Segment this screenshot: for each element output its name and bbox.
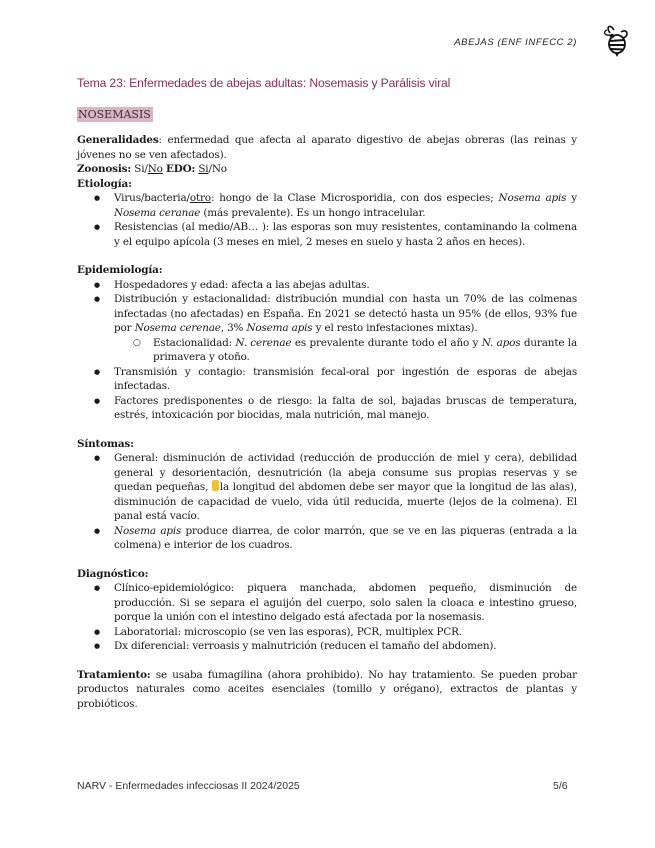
edo-selected: Si (198, 163, 209, 175)
pointer-cursor-icon (212, 480, 219, 491)
list-item: ● Dx diferencial: verroasis y malnutrición (reducen el tamaño del abdomen). (77, 639, 577, 654)
list-item-text: y (566, 192, 578, 204)
list-item: ● Factores predisponentes o de riesgo: la falta de sol, bajadas bruscas de temperatura, estrés, intoxicación por biocidas, mala nutrición, mal manejo. (77, 394, 577, 423)
edo-label: EDO: (165, 163, 196, 175)
tratamiento-paragraph (77, 668, 577, 712)
epidemiologia-heading (77, 263, 577, 278)
list-item-text: otro (189, 192, 211, 204)
species-name: Nosema apis (498, 192, 567, 204)
species-name: Nosema ceranae (114, 206, 201, 219)
page-title: Tema 23: Enfermedades de abejas adultas: Nosemasis y Parálisis viral (77, 76, 451, 90)
species-name: N. apos (481, 336, 521, 349)
list-item-text: Distribución y estacionalidad: distribución mundial con hasta un 70% de las colmenas infectadas (no afectadas) en España. En 2021 se detectó hasta un 95% (de ellos, 93% fue por (114, 293, 577, 334)
sintomas-heading (77, 437, 577, 452)
diagnostico-label: Diagnóstico: (77, 567, 149, 580)
epidemiologia-label: Epidemiología: (77, 264, 163, 276)
generalidades-paragraph (77, 133, 577, 162)
edo-opt: /No (208, 163, 227, 175)
list-item-text: , 3% (220, 322, 247, 334)
diagnostico-heading (77, 567, 577, 582)
species-name: Nosema apis (114, 524, 182, 537)
tratamiento-text: se usaba fumagilina (ahora prohibido). No hay tratamiento. Se pueden probar productos naturales como aceites esenciales (tomillo y orégano), extractos de plantas y probióticos. (77, 668, 577, 710)
epidemiologia-sublist (114, 336, 577, 365)
list-item: ● Laboratorial: microscopio (se ven las esporas), PCR, multiplex PCR. (77, 625, 577, 640)
list-item (77, 524, 577, 553)
species-name: Nosema cerenae (134, 322, 221, 334)
list-item-text: produce diarrea, de color marrón, que se ve en las piqueras (entrada a la colmena) e interior de los cuadros. (114, 524, 577, 551)
header-label: ABEJAS (ENF INFECC 2) (454, 37, 577, 48)
list-item: ● Transmisión y contagio: transmisión fecal-oral por ingestión de esporas de abejas infectadas. (77, 365, 577, 394)
list-item-text: Estacionalidad: (153, 336, 236, 349)
list-item-text: y el resto infestaciones mixtas). (312, 322, 478, 334)
zoonosis-line (77, 162, 577, 177)
footer-course: NARV - Enfermedades infecciosas II 2024/2025 (77, 780, 300, 792)
tratamiento-label: Tratamiento: (77, 668, 151, 681)
list-item: ● Resistencias (al medio/AB… ): las esporas son muy resistentes, contaminando la colmena y el equipo apícola (3 meses en miel, 2 meses en suelo y hasta 2 años en heces). (77, 220, 577, 249)
list-item-text: Virus/bacteria/ (114, 192, 190, 204)
generalidades-label: Generalidades (77, 134, 159, 146)
page-number: 5/6 (553, 780, 568, 792)
sub-list-item (77, 336, 577, 365)
bee-icon (601, 24, 631, 58)
document-body (77, 133, 577, 711)
list-item-text: General: disminución de actividad (reducción de producción de miel y cera), debilidad general y desorientación, desnutrición (la abeja consume sus propias reservas y se quedan pequeñas, (114, 452, 577, 493)
list-item-text: durante la primavera y otoño. (153, 336, 578, 363)
list-item (77, 191, 577, 220)
zoonosis-selected: No (147, 163, 163, 175)
etiologia-label: Etiología: (77, 177, 132, 190)
list-item (77, 292, 577, 365)
list-item (77, 451, 577, 524)
diagnostico-list (77, 581, 577, 654)
list-item-text: (más prevalente). Es un hongo intracelular. (200, 206, 426, 219)
generalidades-text: : enfermedad que afecta al aparato digestivo de abejas obreras (las reinas y jóvenes no se ven afectados). (77, 134, 577, 161)
list-item-text: : hongo de la Clase Microsporidia, con dos especies; (210, 192, 499, 204)
sintomas-list (77, 451, 577, 553)
list-item-text: la longitud del abdomen debe ser mayor que la longitud de las alas), disminución de capacidad de vuelo, vida útil reducida, muerte (lejos de la colmena). El panal está vacío. (114, 481, 577, 522)
species-name: N. cerenae (235, 336, 292, 349)
section-heading: NOSEMASIS (78, 108, 151, 121)
species-name: Nosema apis (246, 322, 313, 334)
etiologia-heading (77, 177, 577, 192)
list-item: ● Clínico-epidemiológico: piquera manchada, abdomen pequeño, disminución de producción. Si se separa el aguijón del cuerpo, solo salen la cloaca e intestino grueso, porque la unión con el intestino delgado está afectada por la nosemasis. (77, 581, 577, 625)
sintomas-label: Síntomas: (77, 437, 134, 450)
list-item-text: es prevalente durante todo el año y (291, 336, 482, 349)
epidemiologia-list (77, 278, 577, 423)
zoonosis-label: Zoonosis: (77, 163, 132, 175)
zoonosis-opt1: Si/ (134, 163, 148, 175)
list-item: ● Hospedadores y edad: afecta a las abejas adultas. (77, 278, 577, 293)
etiologia-list (77, 191, 577, 249)
